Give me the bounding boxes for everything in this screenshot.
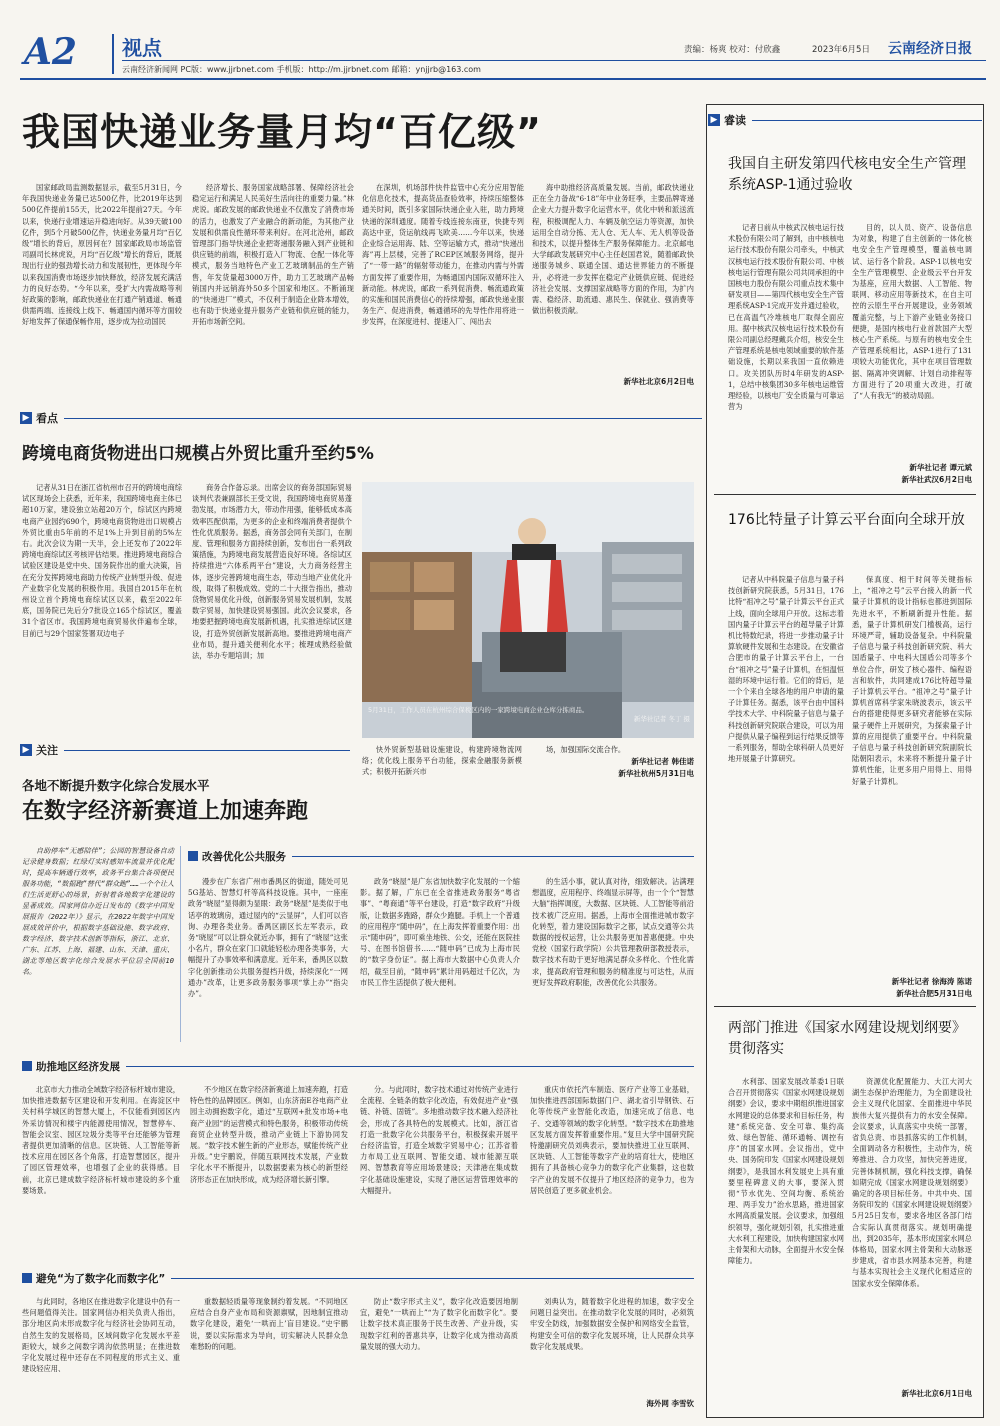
square-icon [188, 851, 198, 861]
sidebar-a2-reporter: 新华社记者 徐海涛 陈诺 [891, 977, 972, 986]
subsection-1 [188, 848, 694, 864]
sidebar-divider-2 [714, 1006, 976, 1007]
sidebar-a1-title: 我国自主研发第四代核电安全生产管理系统ASP-1通过验收 [728, 156, 966, 193]
kandian-tag-line [64, 418, 702, 419]
sidebar-a1-reporter: 新华社记者 谭元斌 [909, 463, 972, 472]
guanzhu-tag-label: 关注 [36, 744, 58, 757]
sidebar-a3-col-2: 资源优化配置能力、大江大河大湖生态保护治理能力，为全面建设社会主义现代化国家、全面推进中华民族伟大复兴提供有力的水安全保障。会议要求，认真落实中央统一部署，省负总责、市县抓落实的工作机制，全面调动各方积极性，主动作为，统筹推进、合力攻坚，加快完善进度，完善体制机制，强化科技支撑，确保如期完成《国家水网建设规划纲要》确定的各项目标任务。中共中央、国务院印发的《国家水网建设规划纲要》5月25日发布，要求各地区各部门结合实际认真贯彻落实。规划明确提出，到2035年，基本形成国家水网总体格局，国家水网主骨架和大动脉逐步建成，省市县水网基本完善，构建与基本实现社会主义现代化相适应的国家水安全保障体系。 [852, 1077, 972, 1288]
photo-caption: 5月31日，工作人员在杭州综合保税区内的一家跨境电商企业仓库分拣商品。 [368, 706, 589, 714]
s1-col-1: 漫步在广东省广州市番禺区的街道，随处可见5G基站、智慧灯杆等高科技设施。其中，一座座政务“晓屋”显得颇为显眼：政务“晓屋”是类似于电话亭的玻璃房，通过屋内的“云显屏”，人们可以咨询、办理各类业务。番禺区副区长左军表示，政务“晓屋”可以让群众就近办事，拥有了“晓屋”这张小名片，群众在家门口就能轻松办理各类事务，大幅提升了办事效率和满意度。近年来，番禺区以数字化创新推动公共服务提档升级，持续深化“一网通办”改革，让更多政务服务事项“掌上办”“指尖办”。 [188, 877, 348, 999]
masthead-bottom-rule [20, 78, 986, 80]
warehouse-photo-illustration [362, 482, 694, 738]
lead-col-3: 在深圳，机场部件快件监管中心充分应用智能化信息化技术，提高货品查验效率，持续压缩整体通关时间，既引多家国际快递企业入驻，助力跨境快递的深圳通度。随着专线连接东南亚，快捷专列高达中亚，货运航线再飞欧美……今年以来，快递企业综合运用海、陆、空等运输方式，推动“快递出海”再上层楼，完善了RCEP区域服务网络，提升了“一带一路”的辐射带动能力，在推动内需与外需方面发挥了重要作用，为畅通国内国际双循环注入新动能。林虎说，邮政一系列促消费、畅流通政策的实施和国民消费信心的持续增强，邮政快递业服务生产、促进消费，畅通循环的先导性作用将进一步发挥，在深度进村、提速入厂、闯出去 [362, 183, 524, 327]
s2-col-2: 不少地区在数字经济新赛道上加速奔跑，打造特色性的品牌园区。例如，山东济南E谷电商产业园主动拥抱数字化，通过“互联网+批发市场+电商产业园”的运营模式和特色服务，积极带动传统商贸企业转型升级，推动产业链上下游协同发展。“数字技术催生新的产业形态，赋能传统产业升级。”史宇鹏说，伴随互联网技术发展，产业数字化水平不断提升，以数据要素为核心的新型经济形态正在加快形成，成为经济增长新引擎。 [190, 1085, 348, 1184]
lead-col-1: 国家邮政局监测数据显示，截至5月31日，今年我国快递业务量已达500亿件，比2019年达到500亿件提前155天，比2022年提前27天。今年以来，快递行业增速运升稳进向好。从39天破100亿件，到5个月破500亿件，快递业务量月均“百亿级”增长的背后，原因何在？国家邮政局市场监管司副司长林虎说，月均“百亿级”增长的背后，既展现出行业的强劲增长动力和发展韧性，更体现今年以来我国消费市场逐步加快释放，经济发展充满活力的良好态势。“今年以来，受扩大内需战略等利好政策的影响，邮政快递业在打通产销通道、畅通供需两端、连接线上线下、畅通国内循环等方面较好地发挥了保通保畅作用，逐步成为拉动国民 [22, 183, 182, 327]
kandian-col-1: 记者从31日在浙江省杭州市召开的跨境电商综试区现场会上获悉，近年来，我国跨境电商主体已超10万家，建设独立站超20万个，综试区内跨境电商产业园约690个，跨境电商货物进出口规模占外贸比重由5年前的不足1%上升到目前的5%左右。此次会议为期一天半，会上还发布了2022年跨境电商综试区考核评估结果。推进跨境电商综合试验区建设是党中央、国务院作出的重大决策，旨在充分发挥跨境电商助力传统产业转型升级、促进产业数字化发展的积极作用。我国自2015年在杭州设立首个跨境电商综试区以来，截至2022年底，国务院已先后分7批设立165个综试区，覆盖31个省区市。我国跨境电商贸易伙伴遍布全球，目前已与29个国家签署双边电子 [22, 483, 182, 638]
kandian-photo [362, 482, 694, 738]
s3-col-4: 刘典认为，随着数字化进程的加速，数字安全问题日益突出。在推动数字化发展的同时，必须筑牢安全防线，加强数据安全保护和网络安全监管，构建安全可信的数字化发展环境，让人民群众共享数字化发展成果。 [530, 1297, 694, 1351]
sidebar-a2-col-1: 记者从中科院量子信息与量子科技创新研究院获悉，5月31日，176比特“祖冲之号”量子计算云平台正式上线，面向全球用户开放。这标志着国内量子计算云平台的超导量子计算机比特数纪录，将进一步推动量子计算软硬件发展和生态建设。在安徽省合肥市的量子计算云平台上，一台台“祖冲之号”量子计算机，在恒温恒湿的环境中运行着。它们的背后，是一个个来自全球各地的用户申请的量子计算任务。据悉，该平台由中国科学技术大学、中科院量子信息与量子科技创新研究院联合建设，可以为用户提供从量子编程到运行结果反馈等一系列服务，帮助全球科研人员更好地开展量子计算研究。 [728, 575, 844, 764]
sidebar-a1-byline: 新华社武汉6月2日电 [901, 475, 972, 484]
kandian-reporter: 新华社记者 韩佳诺 [631, 757, 694, 766]
section-name: 视点 [122, 36, 162, 60]
subsection-2 [22, 1058, 694, 1074]
masthead-editors: 责编：杨爽 校对：付欣鑫 [684, 45, 781, 55]
arrow-icon: ▶ [20, 744, 32, 756]
s2-col-3: 分。与此同时，数字技术通过对传统产业进行全流程、全链条的数字化改造，有效促进产业“强链、补链、固链”。多地推动数字技术融入经济社会，形成了各具特色的发展模式。比如，浙江省打造一批数字化公共服务平台，积极探索开展平台经济监管，打造全域数字贸易中心；江苏省着力布局工业互联网、智能交通、城市能源互联网、智慧教育等应用场景建设；天津港在集成数字化基础设施建设，实现了港区运营管理效率的大幅提升。 [360, 1085, 518, 1195]
kandian-col-2: 商务合作备忘录。出席会议的商务部国际贸易谈判代表兼副部长王受文说，我国跨境电商贸易蓬勃发展，市场潜力大，带动作用强，能够低成本高效率匹配供需，为更多的企业和终端消费者提供个性化优质服务。据悉，商务部会同有关部门，在制度、管理和服务方面持续创新，发布出台一系列政策措施，为跨境电商发展营造良好环境。各综试区持续推进“六体系两平台”建设，大力商务经营主体，逐步完善跨境电商生态，带动当地产业优化升级，取得了积极成效。党的二十大报告指出，推动货物贸易优化升级，创新服务贸易发展机制，发展数字贸易，加快建设贸易强国。此次会议要求，各地要把握跨境电商发展新机遇，扎实推进综试区建设，打造外贸创新发展新高地。要推进跨境电商产业布局，提升通关便利化水平；梳理成熟经验做法，举办专题培训；加 [192, 483, 352, 661]
kandian-col-3: 快外贸新型基础设施建设，构建跨境物流网络；优化线上服务平台功能，探索金融服务新模式；积极开拓新兴市 [362, 745, 522, 777]
s1-col-2: 政务“晓屋”是广东省加快数字化发展的一个缩影。据了解，广东已在全省推进政务服务“粤省事”、“粤商通”等平台建设，打造“数字政府”升级版，让数据多跑路，群众少跑腿。手机上一个普通的应用程序“随申码”，在上海发挥着重要作用：出示“随申码”，即可乘坐地铁、公交，还能在医院挂号、在图书馆借书……“随申码”已成为上海市民的“数字身份证”。据上海市大数据中心负责人介绍，截至目前，“随申码”累计用码超过千亿次，为市民工作生活提供了极大便利。 [360, 877, 520, 987]
paper-name: 云南经济日报 [888, 41, 972, 57]
subsection-3 [22, 1270, 694, 1286]
s3-col-3: 防止“数字形式主义”，数字化改造要因地制宜，避免“一哄而上”“为了数字化而数字化”。要让数字技术真正服务于民生改善、产业升级，实现数字红利的普惠共享，让数字化成为推动高质量发展的强大动力。 [360, 1297, 518, 1351]
subsection-2-line [126, 1066, 694, 1067]
masthead-date: 2023年6月5日 [812, 45, 870, 55]
page-code: A2 [24, 31, 77, 73]
lead-byline: 新华社北京6月2日电 [623, 377, 694, 386]
lead-col-2: 经济增长、服务国家战略部署、保障经济社会稳定运行和满足人民美好生活向往的重要力量。”林虎说。邮政发展的邮政快递业不仅激发了消费市场的活力，也激发了产业融合的新动能，为其他产业发展和供需良性循环带来利好。在河北沧州，邮政管理部门指导快递企业把寄递服务融入到产业链和供应链的前端，积极打造入厂物流、仓配一体化等模式，服务当地特色产业工艺玻璃制品的生产销售，年发货量超3000万件，助力工艺玻璃产品畅销国内并远销海外50多个国家和地区。不断涌现的“快递进厂”模式，不仅利于制造企业降本增效，也有助于快递业提升服务产业链和供应链的能力，开拓市场新空间。 [192, 183, 354, 327]
s2-col-4: 重庆市依托汽车制造、医疗产业等工业基础，加快推进西部国际数据门户、湖北省引导钢铁、石化等传统产业智能化改造，加速完成了信息、电子、交通等领域的数字化转型。“数字技术在助推地区发展方面发挥着重要作用。”复旦大学中国研究院特邀副研究员刘典表示，要加快推进工业互联网、区块链、人工智能等数字产业的培育壮大，使地区拥有了具备核心竞争力的数字化产业集群，这也数字产业的发展不仅提升了地区经济的竞争力，也为居民创造了更多就业机会。 [530, 1085, 694, 1195]
subsection-3-line [171, 1278, 694, 1279]
sidebar-a2-title: 176比特量子计算云平台面向全球开放 [728, 512, 965, 528]
square-icon [22, 1273, 32, 1283]
s1-col-3: 的生活小事，就认真对待，细致解决。沾满理想温度，应用程序、终端显示屏等，由一个个“智慧大脑”指挥调度，大数据、区块链、人工智能等前沿技术被广泛应用。据悉，上海市全面推进城市数字化转型，着力建设国际数字之都，试点交通等公共数据的授权运营，让公共服务更加普惠便捷。中央党校（国家行政学院）公共管理教研部教授表示，数字技术有助于更好地满足群众多样化、个性化需求，提高政府管理和服务的精准度与可达性，从而更好发挥政府职能，改善优化公共服务。 [532, 877, 694, 987]
guanzhu-byline: 海外网 李雪钦 [646, 1399, 694, 1408]
kandian-headline: 跨境电商货物进出口规模占外贸比重升至约5% [22, 444, 374, 464]
guanzhu-intro: 自助停车“无感陪伴”；公园的智慧设备自动记录健身数据；红绿灯实时感知车流量并优化配时，提高车辆通行效率，政务平台集合各项便民服务功能，“数据跑”替代“群众跑”……一个个让人们生活更舒心的场景，折射着各地数字化建设的显著成效。国家网信办近日发布的《数字中国发展报告（2022年）》显示，在2022年数字中国发展成效评价中，根据数字基础设施、数字政府、数字经济、数字技术创新等指标，浙江、北京、广东、江苏、上海、福建、山东、天津、重庆、湖北等地区数字化综合发展水平位居全国前10名。 [22, 847, 174, 976]
subsection-1-label: 改善优化公共服务 [202, 850, 286, 863]
masthead [20, 30, 986, 78]
kandian-tag [20, 410, 702, 426]
sidebar-a2-col-2: 保真度、相干时间等关键指标上，“祖冲之号”云平台接入的新一代量子计算机的设计指标也都进到国际先进水平，不断刷新提升性能。据悉，量子计算机研发门槛极高，运行环境严苛，辅助设备复杂。中科院量子信息与量子科技创新研究院、科大国盾量子、中电科大国盾公司等多个单位合作，研发了核心器件、编程语言和软件，共同建成176比特超导量子计算机云平台。“祖冲之号”量子计算机首席科学家朱晓波表示，该云平台的搭建使得更多研究者能够在实际量子硬件上开展研究，为探索量子计算的应用提供了重要平台。中科院量子信息与量子科技创新研究院副院长陆朝阳表示，未来将不断提升量子计算机性能，让更多用户用得上、用得好量子计算机。 [852, 575, 972, 786]
masthead-rule [122, 60, 986, 61]
subsection-2-label: 助推地区经济发展 [36, 1060, 120, 1073]
sidebar-divider-1 [714, 494, 976, 495]
intro-divider [180, 846, 181, 1042]
sidebar-a3-title: 两部门推进《国家水网建设规划纲要》贯彻落实 [728, 1020, 966, 1057]
guanzhu-kicker: 各地不断提升数字化综合发展水平 [22, 778, 210, 793]
kandian-col-4: 场，加强国际交流合作。 [546, 745, 626, 754]
sidebar-a2-byline: 新华社合肥5月31日电 [896, 989, 972, 998]
subsection-3-label: 避免“为了数字化而数字化” [36, 1272, 166, 1285]
square-icon [22, 1061, 32, 1071]
sidebar-tag [708, 112, 982, 128]
guanzhu-tag-line [64, 750, 350, 751]
sidebar-tag-line [752, 120, 982, 121]
s3-col-1: 与此同时，各地区在推进数字化建设中仍有一些问题值得关注。国家网信办相关负责人指出，部分地区尚未形成数字化与经济社会协同互动，自然生发的发展格局，区域间数字化发展水平差距较大，城乡之间数字鸿沟依然明显；在推进数字化发展过程中还存在不同程度的形式主义、重建设轻应用、 [22, 1297, 180, 1374]
masthead-website: 云南经济新闻网 PC版：www.jjrbnet.com 手机版：http://m.jjrbnet.com 邮箱：ynjjrb@163.com [122, 65, 481, 74]
subsection-1-line [292, 856, 694, 857]
sidebar-a1-col-2: 目的，以人员、资产、设备信息为对象，构建了自主创新的一体化核电安全生产管理模型，覆盖核电调试、运行各个阶段。ASP-1以核电安全生产管理模型、企业级云平台开发为基座，应用大数据、人工智能、物联网、移动应用等新技术，在自主可控的云原生平台开展建设，业务领域覆盖完整，与上下游产业链业务接口便捷，是国内核电行业首款国产大型核心生产系统。与原有的核电安全生产管理系统相比，ASP-1进行了131项较大功能优化，其中在项目管理数据、隔离冲突调解、计划自动排程等方面进行了20项重大改进，打破了“人有我无”的被动局面。 [852, 223, 972, 401]
kandian-tag-label: 看点 [36, 412, 58, 425]
guanzhu-tag [20, 742, 350, 758]
photo-credit: 新华社记者 冬丁 摄 [633, 715, 690, 723]
lead-col-4: 海中助推经济高质量发展。当前，邮政快递业正在全力备战“6·18”年中业务旺季，主要品牌寄递企业大力提升数字化运营水平，优化中转和派送流程，积极调配人力、车辆及航空运力等资源，加快运用全自动分拣、无人仓、无人车、无人机等设备和技术，以提升整体生产服务保障能力。北京邮电大学邮政发展研究中心主任赵国君说，随着邮政快递服务城乡、联通全国、通达世界能力的不断提升，必将进一步发挥在稳定产业链供应链、促进经济社会发展、支撑国家战略等方面的作用，为扩内需、稳经济、助流通、惠民生、保就业、强消费等做出积极贡献。 [532, 183, 694, 316]
kandian-byline: 新华社杭州5月31日电 [618, 769, 694, 778]
sidebar-a1-col-1: 记者日前从中核武汉核电运行技术股份有限公司了解到，由中核核电运行技术股份有限公司牵头，中核武汉核电运行技术股份有限公司、中核核电运行管理有限公司共同承担的中国核电力股份有限公司重点技术集中研发项目——第四代核电安全生产管理系统ASP-1完成开发并通过验收，已在高温气冷堆核电厂取得全面应用。据中核武汉核电运行技术股份有限公司副总经理戴兵介绍，核安全生产管理系统是核电领域重要的软件基础设施，长期以来我国一直依赖进口。攻关团队历时4年研发的ASP-1，总结中核集团30多年核电运维管理经验，以核电厂安全质量与可靠运营为 [728, 223, 844, 412]
sidebar-a3-col-1: 水利部、国家发展改革委1日联合召开贯彻落实《国家水网建设规划纲要》会议，要求中期组织推进国家水网建设的总体要求和目标任务，构建“系统完备、安全可靠、集约高效、绿色智能、循环通畅、调控有序”的国家水网。会议指出，党中央、国务院印发《国家水网建设规划纲要》，是我国水利发展史上具有重要里程碑意义的大事，要深入贯彻“节水优先、空间均衡、系统治理、两手发力”治水思路，推进国家水网高质量发展。会议要求，加强组织领导，强化规划引领，扎实推进重大水利工程建设，加快构建国家水网主骨架和大动脉，全面提升水安全保障能力。 [728, 1077, 844, 1266]
sidebar-a3-byline: 新华社北京6月1日电 [901, 1389, 972, 1398]
sidebar-tag-label: 睿读 [724, 114, 746, 127]
s3-col-2: 重数据轻质量等现象制约着发展。“不同地区应结合自身产业布局和资源禀赋，因地制宜推动数字化建设，避免‘一哄而上’盲目建设。”史宇鹏说，要以实际需求为导向，切实解决人民群众急难愁盼的问题。 [190, 1297, 348, 1351]
arrow-icon: ▶ [20, 412, 32, 424]
masthead-divider [112, 34, 114, 74]
guanzhu-headline: 在数字经济新赛道上加速奔跑 [22, 799, 309, 824]
s2-col-1: 北京市大力推动全域数字经济标杆城市建设，加快推进数据专区建设和开发利用。在海淀区中关村科学城区的智慧大厦上，不仅能看到园区内外采访情况和楼宇内能源使用情况，智慧停车、智能会议室、园区垃圾分类等平台还能够为管理者提供更加清晰的信息。区块链、人工智能等新技术应用在园区各个角落，打造智慧园区，提升了园区管理效率，也增强了企业的获得感。目前，北京已建成数字经济标杆城市建设的多个重要场景。 [22, 1085, 180, 1195]
lead-headline: 我国快递业务量月均“百亿级” [22, 110, 542, 154]
arrow-icon: ▶ [708, 114, 720, 126]
